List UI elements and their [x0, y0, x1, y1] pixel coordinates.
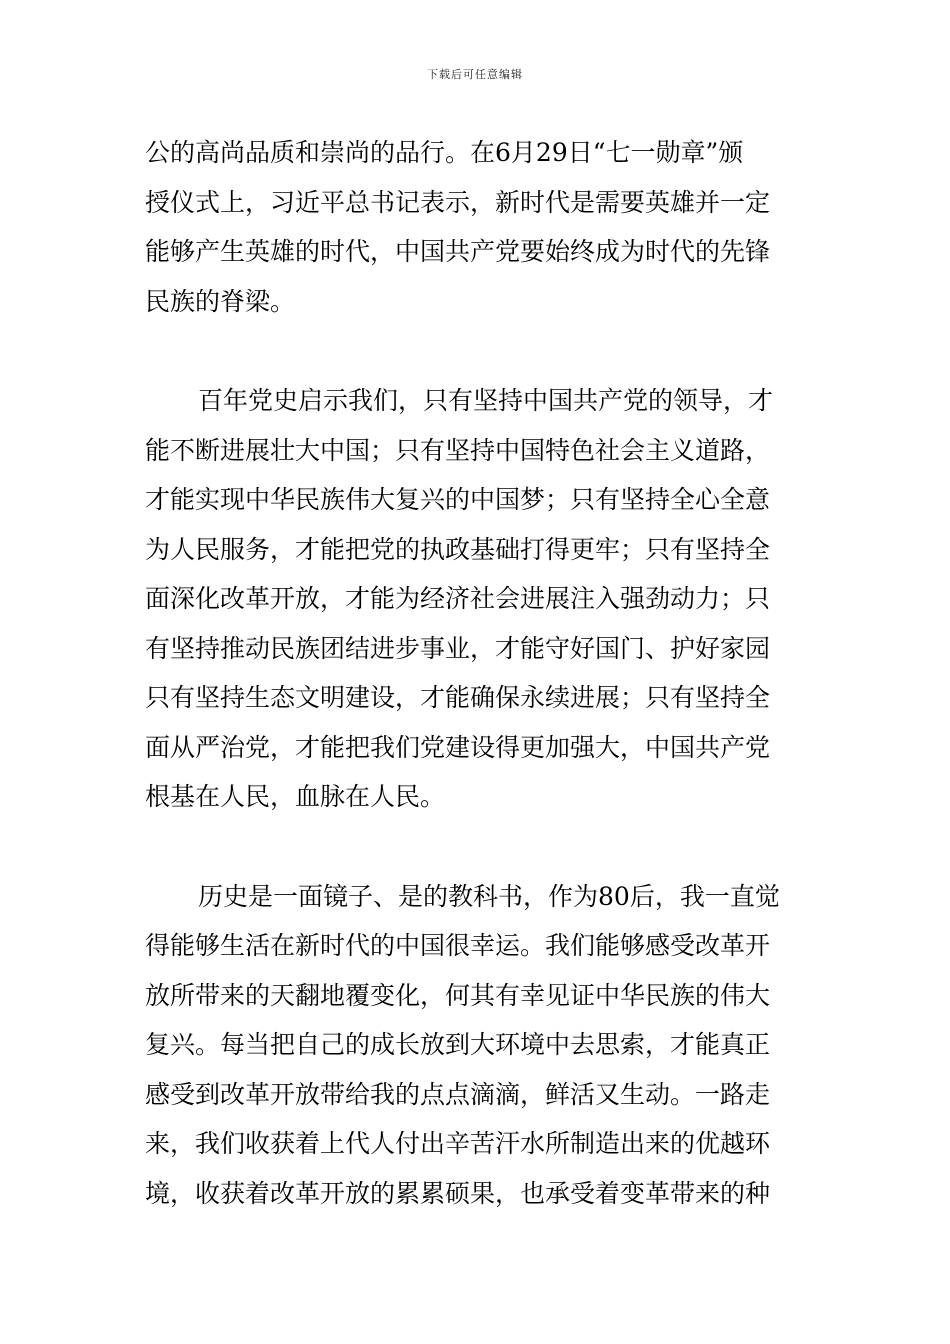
paragraph-gap — [145, 822, 810, 872]
paragraph-gap — [145, 326, 810, 376]
paragraph-line: 有坚持推动民族团结进步事业，才能守好国门、护好家园 — [145, 633, 771, 663]
paragraph-line: 放所带来的天翻地覆变化，何其有幸见证中华民族的伟大 — [145, 980, 771, 1010]
paragraph-line: 境，收获着改革开放的累累硕果，也承受着变革带来的种 — [145, 1178, 771, 1208]
paragraph-line: 公的高尚品质和崇尚的品行。在6月29日“七一勋章”颁 — [145, 138, 744, 167]
paragraph-line: 百年党史启示我们，只有坚持中国共产党的领导，才 — [198, 386, 774, 415]
paragraph-line: 历史是一面镜子、是的教科书，作为80后，我一直觉 — [198, 881, 780, 911]
paragraph-1 — [145, 128, 810, 326]
paragraph-line: 只有坚持生态文明建设，才能确保永续进展；只有坚持全 — [145, 683, 771, 712]
paragraph-line: 能不断进展壮大中国；只有坚持中国特色社会主义道路， — [145, 435, 771, 465]
document-body — [145, 128, 810, 1218]
paragraph-2 — [145, 376, 810, 822]
paragraph-line: 复兴。每当把自己的成长放到大环境中去思索，才能真正 — [145, 1030, 771, 1059]
page-header: 下载后可任意编辑 — [427, 68, 523, 81]
paragraph-line: 民族的脊梁。 — [145, 286, 296, 316]
paragraph-line: 来，我们收获着上代人付出辛苦汗水所制造出来的优越环 — [145, 1129, 771, 1158]
paragraph-line: 才能实现中华民族伟大复兴的中国梦；只有坚持全心全意 — [145, 485, 771, 514]
paragraph-line: 得能够生活在新时代的中国很幸运。我们能够感受改革开 — [145, 931, 771, 960]
paragraph-line: 为人民服务，才能把党的执政基础打得更牢；只有坚持全 — [145, 534, 771, 564]
paragraph-3 — [145, 872, 810, 1219]
paragraph-line: 面深化改革开放，才能为经济社会进展注入强劲动力；只 — [145, 584, 771, 613]
paragraph-line: 面从严治党，才能把我们党建设得更加强大，中国共产党 — [145, 732, 771, 762]
paragraph-line: 能够产生英雄的时代，中国共产党要始终成为时代的先锋 — [145, 237, 771, 266]
paragraph-line: 感受到改革开放带给我的点点滴滴，鲜活又生动。一路走 — [145, 1079, 771, 1109]
paragraph-line: 授仪式上，习近平总书记表示，新时代是需要英雄并一定 — [145, 187, 771, 217]
paragraph-line: 根基在人民，血脉在人民。 — [145, 782, 446, 811]
